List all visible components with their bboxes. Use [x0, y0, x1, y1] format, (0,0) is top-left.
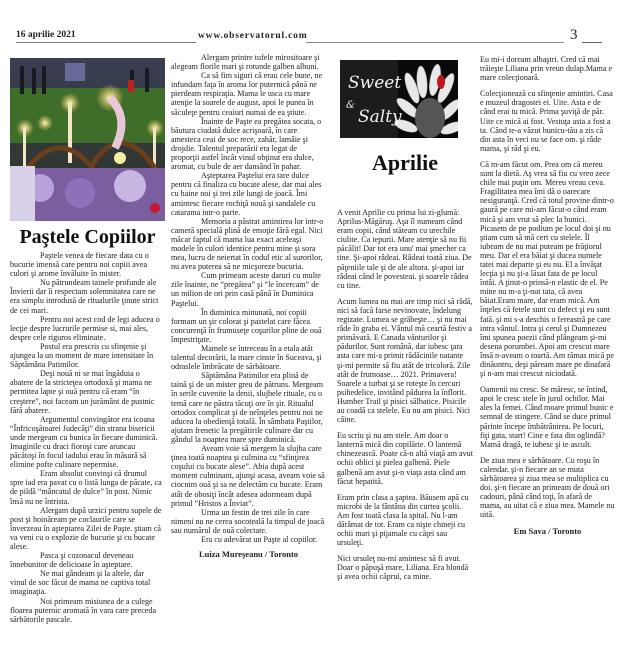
page-number: 3: [570, 27, 578, 43]
article-column-2: [171, 53, 326, 559]
paragraph: Mamele se întreceau în a etala atât talentul decorării, la mare cinste în Suceava, şi odraslele îmbrăcate de sărbătoare.: [171, 344, 322, 372]
paragraph: Memoria a păstrat amintirea lor intr-o cameră specială plină de emoţie fără egal. Nici măcar faptul că mama lua exact aceleaşi modele în culori identice pentru mine şi sora mea, lucru de neiertat în codul etic al surorilor, nu avea puterea să ne micşoreze bucuria.: [171, 216, 324, 272]
logo-ampersand: &: [346, 100, 355, 111]
paragraph: Deşi nouă ni se mai îngăduia o abatere de la stricteţea ortodoxă şi mama ne permitea lapte şi ouă pentru că eram “în creştere”, noi faceam un jurământ de pustnic fără abatere.: [10, 369, 155, 415]
paragraph: Aveam voie să mergem la slujba care ţinea toată noaptea şi culmina cu “sfinţirea coşului cu bucate alese”. Abia după acest moment culminant, ajunşi acasa, aveam voie să ciocnim ouă şi sa ne delectăm cu bucate. Eram atât de obosiţi încât adesea adormeam după primul “Hristos a Înviat”.: [171, 444, 325, 508]
paragraph: Eram absolut convinşi că drumul spre iad era pavat cu o listă lunga de păcate, ca de pildă “mâncatul de dulce” în post. Nimic însă nu ne întrista.: [10, 469, 162, 506]
paragraph: Aşteptarea Paştelui era tare dulce pentru că finaliza cu bucate alese, dar mai ales cu haine noi şi trei zile lungi de joacă. Îmi amintesc fiecare rochiţă nouă şi sandalele cu catarama intr-o parte.: [171, 171, 322, 217]
paragraph: Ne mai gândeam şi la altele, dar vinul de soc făcut de mama ne captiva total imaginaţia.: [10, 569, 151, 597]
paragraph: Oamenii nu cresc. Se măresc, se întind, apoi le cresc stele în jurul ochilor. Mai ales la femei. Când moare primul bunic e semnal de stingere. Când se duce primul părinte începe îmbătrânirea. Pe locuri, fiţi gata, start! Cine e fata din oglindă? Mamă dragă, te iubesc şi te ascult.: [480, 385, 614, 449]
paragraph: Pentru noi acest cod de legi aducea o lecţie despre lucrurile permise si, mai ales, despre cele riguros eliminate.: [10, 314, 160, 342]
paragraph: Cum primeam aceste daruri cu multe zile înainte, ne “pregătea” şi “le încercam” de un milion de ori prin casă până în Duminica Paştelui.: [171, 271, 321, 308]
paragraph: Noi primeam misiunea de a culege floarea puternic aromată în vara care preceda sărbătorile pascale.: [10, 596, 157, 624]
paragraph: Eu scriu şi nu am stele. Am doar o lanternă mică din copilărie. O lanternă chinezească. Poate că-n altă viaţă am avut ochii oblici şi pielea galbenă. Piele galbenă am avut şi-n viaţa asta când am făcut hepatită.: [337, 431, 473, 486]
article-column-1: [10, 251, 162, 624]
paragraph: Alergam printre tufele mirositoare şi alegeam florile mari şi rotunde galben albuni.: [171, 53, 320, 72]
paragraph: În duminica minunată, noi copiii formam un şir colorat şi pastelat care făcea concurenţă în frumuseţe coşurilor pline de ouă împestriţate.: [171, 307, 322, 344]
paragraph: Că m-am făcut om. Prea om că mereu sunt la dietă. Aş vrea să fiu cu vreo zece chile mai puţin om. Mereu vreau ceva. Fragilitatea mea îmi dă o oarecare nesiguranţă. Cred că totul provine dintr-o gaură pe care mi-am făcut-o când eram mică şi am vrut să plec la bunici. Picasem de pe podium pe locul doi şi nu ştiam cum să mă cert cu stelele. Îl iubeam de nu mai puteam pe frăţiorul meu. Dar el era băiat şi ducea numele tatei mai departe şi eu nu. El a învăţat lecţia şi nu şi-a lăsat fata de pe locul întâi. A ţinut-o prinsă-n elastic de el. Pe mine nu m-a ţi-nut tata, că avea băiat.Eram mare, dar eram mică. Am înţeles că fetele sunt cu defect şi eu sunt fată. şi mi s-a deschis o fereastră pe care intra vântul. Intra şi cerul şi Dumnezeu îmi spunea poezii când plângeam şi-mi desena porumbei. Apoi am crescut mare însă n-aveam o toartă. Am rămas mică pe dinăuntru, deşi păream mare pe dinafară şi n-am mai crescut niciodată.: [480, 159, 614, 379]
paragraph: Eram prin clasa a şaptea. Băusem apă cu microbi de la fântâna din curtea şcolii. Am fost toată clasa la spital. Nu l-am dărâmat de tot. Eram ca nişte chineji cu ochii mari şi pijamale cu căţei sau ursuleţi.: [337, 492, 469, 548]
header-rule: [582, 42, 602, 43]
paragraph: Pasca şi cozonacul deveneau înnebunitor de delicioase în aşteptare.: [10, 551, 134, 570]
paragraph: A venit Aprilie cu prima lui zi-glumă: Aprilus-Măgăruş. Aşa îl numeam când eram copii, când stăteam cu urechile ciulite. Ca iepurii. Mare atenţie să nu fii păcălit! Dar tot era unu' mai şmecher ca tine. Şi-apoi râdeai. Râdeai toată ziua. De păţeniile tale şi de ale altora. şi-apoi iar râdeai când le povesteai. şi soarele râdea cu tine.: [337, 208, 472, 290]
paragraph: Paştele venea de fiecare data cu o bucurie imensă care pentru noi copiii avea culori şi arome învăluite în mister.: [10, 251, 149, 279]
paragraph: Ca să fim siguri că erau cele bune, ne infundam faţa în aroma lor puternică până ne pierdeam respiraţia. Mama le usca cu mare atenţie la soarele de august, apoi le punea în săculeţe pentru ceaiuri numai de ea ştiute.: [171, 71, 323, 117]
article-column-4: [480, 55, 615, 536]
article-title: Aprilie: [372, 150, 438, 175]
article-title: Paştele Copiilor: [19, 226, 156, 248]
author-signature: Em Sava / Toronto: [513, 525, 582, 536]
paragraph: Alergam după urzici pentru supele de post şi hoinăream pe coclaurile care se înverzeau în aşteptarea Zilei de Paşte. ştiam că va veni cu o explozie de bucurie şi cu bucate alese.: [10, 505, 162, 551]
paragraph: Nu pătrundeam tainele profunde ale Învierii dar îi respectam solemnitatea care ne era simplu introdusă de ritualurile ţinute strict de cei mari.: [10, 278, 159, 315]
logo-text-salty: Salty: [358, 107, 402, 127]
easter-baskets-photo: [10, 58, 165, 221]
author-signature: Luiza Mureşeanu / Toronto: [198, 549, 299, 560]
logo-text-sweet: Sweet: [348, 73, 402, 93]
paragraph: Postul era prescris cu sfinţenie şi ajungea la un moment de mare intensitate în Săptămâna Patimilor.: [10, 341, 154, 370]
paragraph: Argumentul convingător era icoana “Înfricoşătoarei Judecăţi” din strana bisericii unde mergeam cu bunica în fiecare duminică. Imaginile cu draci fioroşi care aruncau păcătoşi în focul iadului erau în măsură să elimine pofte culinare nepermise.: [10, 414, 158, 470]
page-header: [8, 27, 616, 46]
paragraph: De ziua mea e sărbătoare. Cu roşu în calendar. şi-n fiecare an se muta sărbătoarea şi ziua mea se multiplica cu doi. şi-n fiecare an primeam de două ori cadouri, până când toţi, în afară de mama, au uitat că e ziua mea. Mamele nu uită.: [480, 455, 615, 520]
paragraph: Nici ursuleţ nu-mi amintesc să fi avut. Doar o păpuşă mare, Liliana. Era blondă şi avea ochii căprui, ca mine.: [337, 554, 469, 582]
daisy-logo-graphic: [340, 60, 458, 138]
header-rule: [306, 42, 564, 43]
paragraph: Acum lumea nu mai are timp nici să râdă, nici să facă farse nevinovate, îndelung regizate. Lumea se grăbeşte… şi nu mai râde în graba ei. Vântul mă ceartă festiv a primăvară. E Canada vânturilor şi pădurilor. Sunt română, dar iubesc ţara asta care mi-a primit rădăcinile natante şi-mi permite să fiu atât de tricoloră. Zile atât de frumoase… 2021. Primavera! Soarele a turbat şi se roteşte în cercuri psihedelice, invitând pădurea la înflorit. Humber Trail şi pisici sălbatice. Pisicile au coadă ca stelele. Eu nu am pisici. Nici câine.: [337, 296, 473, 425]
sweet-and-salty-logo: [340, 60, 458, 138]
paragraph: Eu mi-i doream albaştri. Cred că mai trăieşte Liliana prin vreun dulap.Mama e mare colecţionară.: [480, 55, 613, 83]
paragraph: Era cu adevărat un Paşte al copiilor.: [201, 534, 318, 544]
issue-date: 16 aprilie 2021: [16, 30, 76, 40]
article-column-3: [337, 208, 473, 589]
paragraph: Colecţionează cu sfinţenie amintiri. Casa e muzeul dragostei ei. Uite. Asta e de când erai tu mică. Prima şuviţă de păr. Uite ce mică ai fost. Vestuţa asta a fost a ta. Când te-a văzut bunicu-tău a zis că din asta în veci nu se face om. şi râde mama, şi râd şi eu.: [480, 89, 613, 153]
header-rule: [16, 42, 196, 43]
paragraph: Înainte de Paşte ea pregătea socata, o băutura ciudată dulce acrişoară, în care amesteca ceai de soc rece, zahăr, lamâie şi drojdie. Talentul preparării era legat de proporţii astfel încât vinul obţinut era dulce, aromat, cu bule de aer dansând în pahar.: [171, 116, 322, 172]
website-link[interactable]: www.observatorul.com: [198, 31, 308, 41]
paragraph: Săptămâna Patimilor era plină de taină şi de un mister greu de pătruns. Mergeam în serile cuvenite la denii, slujbele rituale, cu o temă care ne păstra tăcuţi ore în şir. Ritualul ortodox complicat şi de neînţeles pentru noi ne aducea la obedienţă totală. În sâmbata Paştilor, ajutam frenetic la pregătirile culinare dar cu gândul la noaptea mare spre duminică.: [171, 371, 324, 444]
paragraph: Urma un festin de trei zile în care nimeni nu ne cerea socoteală la timpul de joacă sau numărul de ouă colectate.: [171, 507, 325, 535]
photo-illustration: [10, 58, 165, 221]
